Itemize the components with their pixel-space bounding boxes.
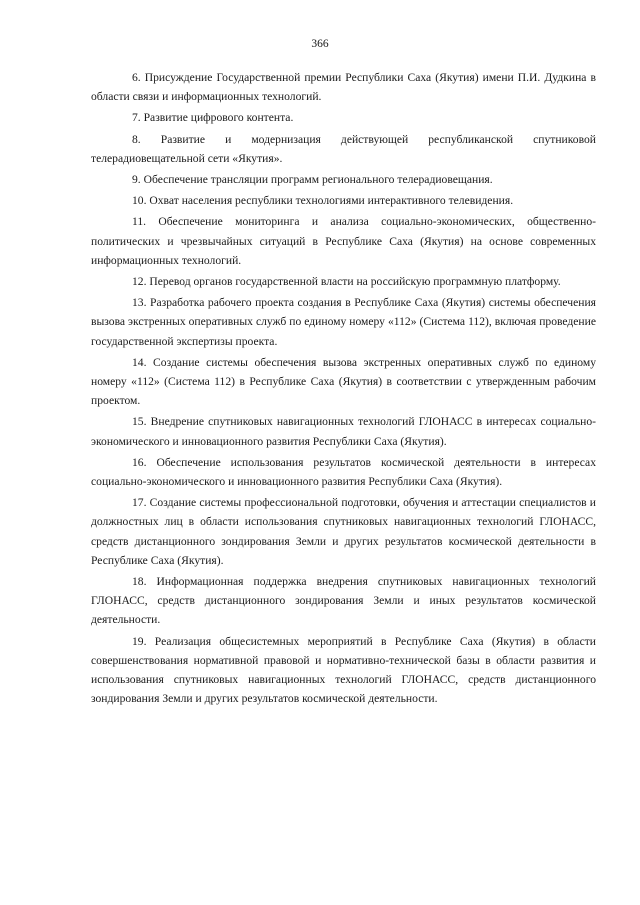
list-item-6: 6. Присуждение Государственной премии Республики Саха (Якутия) имени П.И. Дудкина в области связи и информационных технологий.	[91, 71, 596, 104]
list-item-18: 18. Информационная поддержка внедрения спутниковых навигационных технологий ГЛОНАСС, средств дистанционного зондирования Земли и иных результатов космической деятельности.	[91, 575, 596, 627]
measures-list	[91, 68, 596, 711]
list-item-15: 15. Внедрение спутниковых навигационных технологий ГЛОНАСС в интересах социально-экономического и инновационного развития Республики Саха (Якутия).	[91, 415, 596, 448]
list-item-17: 17. Создание системы профессиональной подготовки, обучения и аттестации специалистов и должностных лиц в области использования спутниковых навигационных технологий ГЛОНАСС, средств дистанционного зондирования Земли и других результатов космической деятельности в Республике Саха (Якутия).	[91, 496, 596, 567]
list-item-7: 7. Развитие цифрового контента.	[132, 111, 294, 125]
list-item-8: 8. Развитие и модернизация действующей республиканской спутниковой телерадиовещательной сети «Якутия».	[91, 132, 596, 165]
list-item-14: 14. Создание системы обеспечения вызова экстренных оперативных служб по единому номеру «112» (Система 112) в Республике Саха (Якутия) в соответствии с утвержденным рабочим проектом.	[91, 355, 596, 408]
page-number: 366	[311, 38, 329, 50]
list-item-13: 13. Разработка рабочего проекта создания в Республике Саха (Якутия) системы обеспечения вызова экстренных оперативных служб по единому номеру «112» (Система 112), включая проведение государственной экспертизы проекта.	[91, 296, 596, 348]
list-item-16: 16. Обеспечение использования результатов космической деятельности в интересах социально-экономического и инновационного развития Республики Саха (Якутия).	[91, 455, 596, 489]
list-item-11: 11. Обеспечение мониторинга и анализа социально-экономических, общественно-политических и чрезвычайных ситуаций в Республике Саха (Якутия) на основе современных информационных технологий.	[91, 215, 596, 267]
list-item-10: 10. Охват населения республики технологиями интерактивного телевидения.	[132, 194, 514, 208]
list-item-12: 12. Перевод органов государственной власти на российскую программную платформу.	[132, 275, 561, 289]
list-item-9: 9. Обеспечение трансляции программ регионального телерадиовещания.	[132, 173, 493, 187]
list-item-19: 19. Реализация общесистемных мероприятий в Республике Саха (Якутия) в области совершенствования нормативной правовой и нормативно-технической базы в области развития и использования спутниковых навигационных технологий ГЛОНАСС, средств дистанционного зондирования Земли и других результатов космической деятельности.	[91, 634, 596, 706]
